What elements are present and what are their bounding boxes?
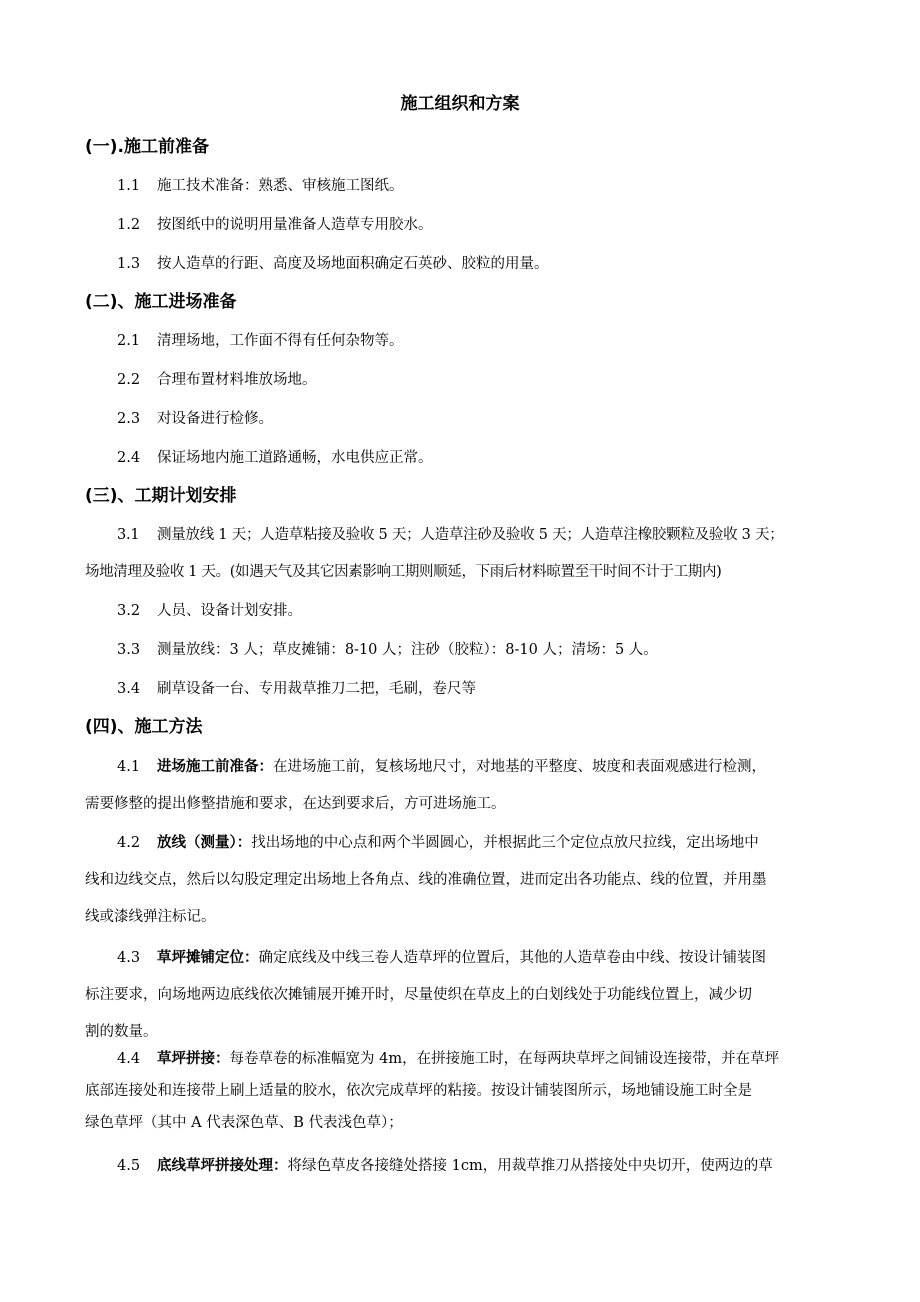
- item-number: 3.2: [117, 603, 141, 619]
- item-lead: 放线（测量）：: [157, 835, 252, 851]
- list-item: [85, 440, 853, 477]
- item-text: 对设备进行检修。: [157, 411, 273, 427]
- item-number: 1.2: [117, 217, 141, 233]
- item-text: 保证场地内施工道路通畅，水电供应正常。: [157, 450, 433, 466]
- list-item: [85, 593, 853, 630]
- item-text: 合理布置材料堆放场地。: [157, 372, 317, 388]
- item-text-line-1: 找出场地的中心点和两个半圆圆心，并根据此三个定位点放尺拉线，定出场地中: [251, 835, 759, 851]
- item-number: 1.1: [117, 178, 141, 194]
- item-number: 4.4: [117, 1051, 141, 1067]
- item-text: 按人造草的行距、高度及场地面积确定石英砂、胶粒的用量。: [157, 256, 549, 272]
- list-item: [85, 940, 853, 1051]
- item-number: 2.4: [117, 450, 141, 466]
- item-text: 刷草设备一台、专用裁草推刀二把，毛刷，卷尺等: [157, 681, 476, 697]
- list-item: [85, 517, 853, 591]
- section-heading-1: (一).施工前准备: [85, 137, 209, 157]
- item-text-line-3: 割的数量。: [85, 1024, 158, 1040]
- item-text: 人员、设备计划安排。: [157, 603, 302, 619]
- item-text: 按图纸中的说明用量准备人造草专用胶水。: [157, 217, 433, 233]
- item-lead: 底线草坪拼接处理：: [157, 1158, 288, 1174]
- item-number: 4.1: [117, 759, 141, 775]
- item-number: 3.4: [117, 681, 141, 697]
- item-number: 4.3: [117, 950, 141, 966]
- item-text-line-2: 需要修整的提出修整措施和要求，在达到要求后，方可进场施工。: [85, 796, 506, 812]
- item-text-line-3: 绿色草坪（其中 A 代表深色草、B 代表浅色草）；: [85, 1115, 403, 1131]
- item-text-line-1: 将绿色草皮各接缝处搭接 1cm，用裁草推刀从搭接处中央切开，使两边的草: [287, 1158, 773, 1174]
- item-lead: 进场施工前准备：: [157, 759, 273, 775]
- item-text-line-1: 确定底线及中线三卷人造草坪的位置后，其他的人造草卷由中线、按设计铺装图: [258, 950, 766, 966]
- list-item: [85, 207, 853, 244]
- list-item: [85, 671, 853, 708]
- item-text-line-2: 标注要求，向场地两边底线依次摊铺展开摊开时，尽量使织在草皮上的白划线处于功能线位置上，减少切: [85, 987, 752, 1003]
- item-number: 2.1: [117, 333, 141, 349]
- item-text-line-1: 在进场施工前，复核场地尺寸，对地基的平整度、坡度和表面观感进行检测，: [273, 759, 766, 775]
- item-text-line-2: 场地清理及验收 1 天。(如遇天气及其它因素影响工期则顺延，下雨后材料晾置至干时间不计于工期内): [85, 564, 722, 580]
- list-item: [85, 323, 853, 360]
- item-text-line-2: 线和边线交点，然后以勾股定理定出场地上各角点、线的准确位置，进而定出各功能点、线的位置，并用墨: [85, 872, 767, 888]
- list-item: [85, 362, 853, 399]
- item-text-line-1: 测量放线 1 天；人造草粘接及验收 5 天；人造草注砂及验收 5 天；人造草注橡胶颗粒及验收 3 天；: [157, 527, 784, 543]
- section-heading-3: (三)、工期计划安排: [85, 486, 237, 506]
- item-number: 4.2: [117, 835, 141, 851]
- document-title: 施工组织和方案: [400, 94, 520, 114]
- list-item: [85, 1148, 853, 1185]
- item-number: 3.1: [117, 527, 140, 543]
- item-text-line-3: 线或漆线弹注标记。: [85, 909, 216, 925]
- item-text-line-2: 底部连接处和连接带上刷上适量的胶水，依次完成草坪的粘接。按设计铺装图所示，场地铺设施工时全是: [85, 1083, 752, 1099]
- section-heading-2: (二)、施工进场准备: [85, 292, 237, 312]
- item-text: 施工技术准备：熟悉、审核施工图纸。: [157, 178, 404, 194]
- list-item: [85, 749, 853, 823]
- item-number: 4.5: [117, 1158, 141, 1174]
- list-item: [85, 246, 853, 283]
- list-item: [85, 401, 853, 438]
- item-text-line-1: 每卷草卷的标准幅宽为 4m，在拼接施工时，在每两块草坪之间铺设连接带，并在草坪: [229, 1051, 780, 1067]
- item-number: 2.3: [117, 411, 141, 427]
- item-number: 2.2: [117, 372, 141, 388]
- list-item: [85, 168, 853, 205]
- section-heading-4: (四)、施工方法: [85, 717, 203, 737]
- list-item: [85, 632, 853, 669]
- list-item: [85, 1043, 853, 1139]
- item-text: 测量放线：3 人；草皮摊铺：8-10 人；注砂（胶粒）：8-10 人；清场：5 人。: [157, 642, 658, 658]
- item-lead: 草坪拼接：: [157, 1051, 230, 1067]
- item-text: 清理场地，工作面不得有任何杂物等。: [157, 333, 404, 349]
- item-number: 1.3: [117, 256, 141, 272]
- item-number: 3.3: [117, 642, 141, 658]
- item-lead: 草坪摊铺定位：: [157, 950, 259, 966]
- list-item: [85, 825, 853, 936]
